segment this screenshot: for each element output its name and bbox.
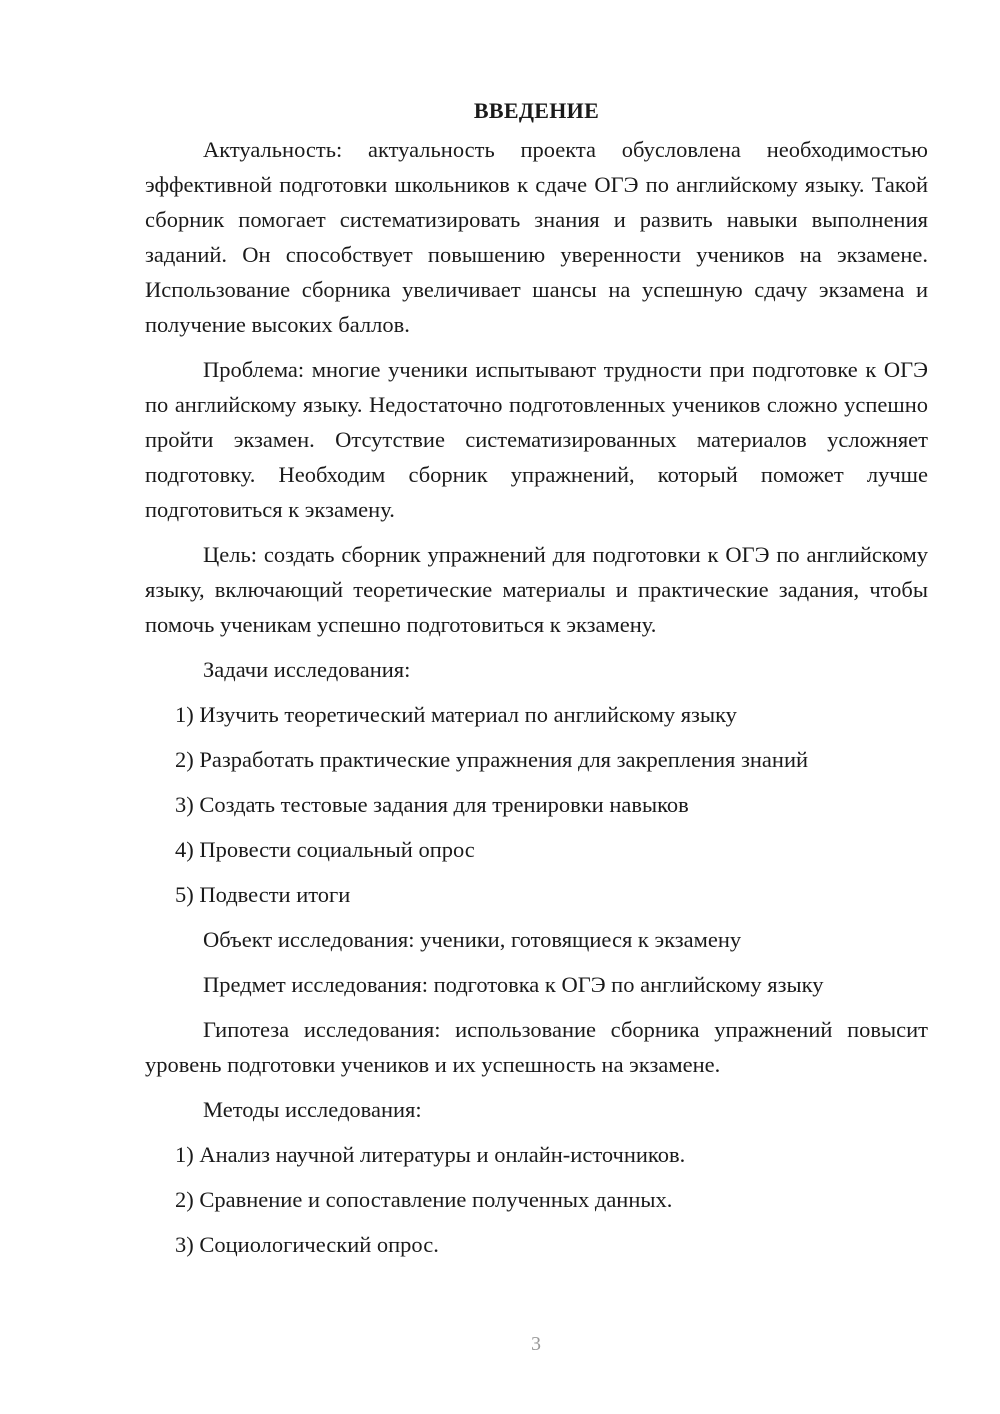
relevance-paragraph: Актуальность: актуальность проекта обусловлена необходимостью эффективной подготовки школьников к сдаче ОГЭ по английскому языку. Такой сборник помогает систематизировать знания и развить навыки выполнения заданий. Он способствует повышению уверенности учеников на экзамене. Использование сборника увеличивает шансы на успешную сдачу экзамена и получение высоких баллов. [145,137,928,337]
methods-heading: Методы исследования: [203,1097,422,1122]
section-title: ВВЕДЕНИЕ [473,98,600,123]
page-number: 3 [531,1333,541,1355]
object-paragraph: Объект исследования: ученики, готовящиеся к экзамену [203,927,742,952]
hypothesis-paragraph: Гипотеза исследования: использование сборника упражнений повысит уровень подготовки учеников и их успешность на экзамене. [145,1017,928,1077]
task-item: 2) Разработать практические упражнения для закрепления знаний [175,747,809,772]
goal-paragraph: Цель: создать сборник упражнений для подготовки к ОГЭ по английскому языку, включающий теоретические материалы и практические задания, чтобы помочь ученикам успешно подготовиться к экзамену. [145,542,928,637]
document-page [145,96,928,1272]
tasks-heading: Задачи исследования: [203,657,411,682]
subject-paragraph: Предмет исследования: подготовка к ОГЭ по английскому языку [203,972,824,997]
method-item: 1) Анализ научной литературы и онлайн-источников. [175,1142,686,1167]
task-item: 5) Подвести итоги [175,882,351,907]
task-item: 1) Изучить теоретический материал по английскому языку [175,702,737,727]
method-item: 2) Сравнение и сопоставление полученных данных. [175,1187,673,1212]
task-item: 3) Создать тестовые задания для тренировки навыков [175,792,689,817]
method-item: 3) Социологический опрос. [175,1232,439,1257]
problem-paragraph: Проблема: многие ученики испытывают трудности при подготовке к ОГЭ по английскому языку. Недостаточно подготовленных учеников сложно успешно пройти экзамен. Отсутствие систематизированных материалов усложняет подготовку. Необходим сборник упражнений, который поможет лучше подготовиться к экзамену. [145,357,928,522]
task-item: 4) Провести социальный опрос [175,837,475,862]
